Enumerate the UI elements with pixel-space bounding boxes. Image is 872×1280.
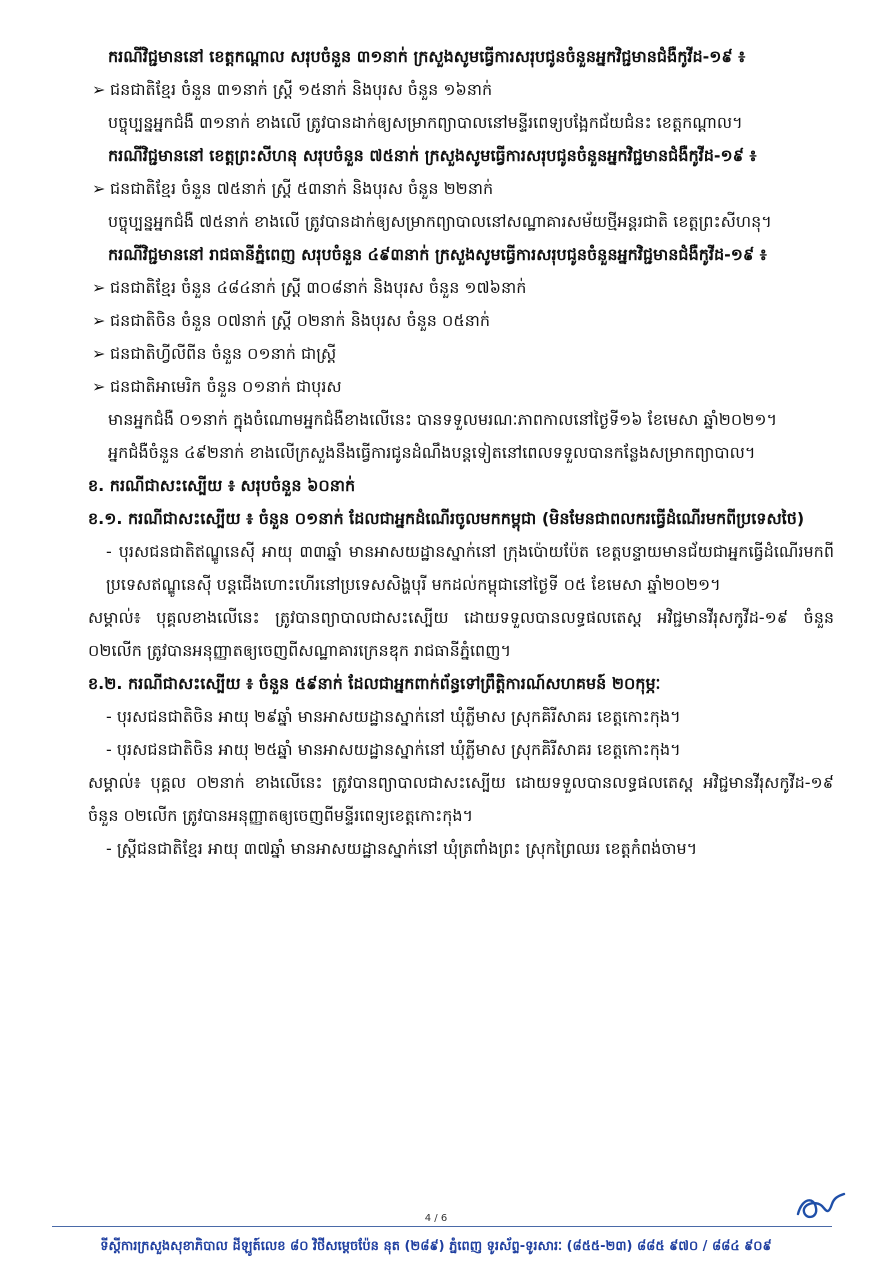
list-item (88, 271, 834, 304)
list-item-text: ជនជាតិចិន ចំនួន ០៧នាក់ ស្ត្រី ០២នាក់ និងបុរស ចំនួន ០៥នាក់ (110, 311, 491, 330)
body-paragraph: អ្នកជំងឺចំនួន ៤៩២នាក់ ខាងលើក្រសួងនឹងធ្វើការជូនដំណឹងបន្តទៀតនៅពេលទទួលបានកន្លែងសម្រាកព្យាបាល។ (108, 443, 756, 462)
list-item-text: ជនជាតិខ្មែរ ចំនួន ៧៥នាក់ ស្ត្រី ៥៣នាក់ និងបុរស ចំនួន ២២នាក់ (110, 179, 494, 198)
list-item (88, 337, 834, 370)
bullet-arrow-icon: ➢ (92, 344, 106, 363)
case-entry: - បុរសជនជាតិចិន អាយុ ២៩ឆ្នាំ មានអាសយដ្ឋានស្នាក់នៅ ឃុំភ្លីមាស ស្រុកគិរីសាគរ ខេត្តកោះកុង។ (106, 707, 681, 726)
list-item (88, 172, 834, 205)
bullet-arrow-icon: ➢ (92, 278, 106, 297)
bullet-arrow-icon: ➢ (92, 80, 106, 99)
footer-divider (52, 1226, 832, 1227)
bullet-arrow-icon: ➢ (92, 311, 106, 330)
case-entry: - ស្ត្រីជនជាតិខ្មែរ អាយុ ៣៧ឆ្នាំ មានអាសយដ្ឋានស្នាក់នៅ ឃុំត្រពាំងព្រះ ស្រុកព្រៃឈរ ខេត្តកំពង់ចាម។ (106, 839, 698, 858)
footer-address: ទីស្តីការក្រសួងសុខាភិបាល ដីឡូត៍លេខ ៨០ វិថីសម្តេចប៉ែន នុត (២៨៩) ភ្នំពេញ ទូរស័ព្ទ-ទូរសារៈ (៨៥៥-២៣) ៨៨៥ ៩៧០ / ៨៨៤ ៩០៩ (100, 1239, 772, 1254)
bullet-arrow-icon: ➢ (92, 377, 106, 396)
list-item-text: ជនជាតិអាមេរិក ចំនួន ០១នាក់ ជាបុរស (110, 377, 342, 396)
heading-kandal: ករណីវិជ្ជមាននៅ ខេត្តកណ្ដាល សរុបចំនួន ៣១នាក់ ក្រសួងសូមធ្វើការសរុបជូនចំនួនអ្នកវិជ្ជមានជំងឺកូវីដ-១៩ ៖ (108, 47, 746, 66)
subsection-heading: ខ.១. ករណីជាសះស្បើយ ៖ ចំនួន ០១នាក់ ដែលជាអ្នកដំណើរចូលមកកម្ពុជា (មិនមែនជាពលករធ្វើដំណើរមកពីប្រទេសថៃ) (88, 509, 805, 528)
body-paragraph: បច្ចុប្បន្នអ្នកជំងឺ ៣១នាក់ ខាងលើ ត្រូវបានដាក់ឲ្យសម្រាកព្យាបាលនៅមន្ទីរពេទ្យបង្អែកជ័យជំនះ ខេត្តកណ្ដាល។ (108, 113, 743, 132)
heading-phnom-penh: ករណីវិជ្ជមាននៅ រាជធានីភ្នំពេញ សរុបចំនួន ៤៩៣នាក់ ក្រសួងសូមធ្វើការសរុបជូនចំនួនអ្នកវិជ្ជមានជំងឺកូវីដ-១៩ ៖ (108, 245, 767, 264)
note-paragraph: សម្គាល់៖ បុគ្គល ០២នាក់ ខាងលើនេះ ត្រូវបានព្យាបាលជាសះស្បើយ ដោយទទួលបានលទ្ធផលតេស្ត អវិជ្ជមានវីរុសកូវីដ-១៩ ចំនួន ០២លើក ត្រូវបានអនុញ្ញាតឲ្យចេញពីមន្ទីរពេទ្យខេត្តកោះកុង។ (88, 773, 834, 825)
case-entry: - បុរសជនជាតិចិន អាយុ ២៥ឆ្នាំ មានអាសយដ្ឋានស្នាក់នៅ ឃុំភ្លីមាស ស្រុកគិរីសាគរ ខេត្តកោះកុង។ (106, 740, 681, 759)
section-heading-recovered: ខ. ករណីជាសះស្បើយ ៖ សរុបចំនួន ៦០នាក់ (88, 476, 356, 495)
list-item-text: ជនជាតិហ្វីលីពីន ចំនួន ០១នាក់ ជាស្ត្រី (110, 344, 337, 363)
body-paragraph: បច្ចុប្បន្នអ្នកជំងឺ ៧៥នាក់ ខាងលើ ត្រូវបានដាក់ឲ្យសម្រាកព្យាបាលនៅសណ្ឋាគារសម័យថ្មីអន្តរជាតិ ខេត្តព្រះសីហនុ។ (108, 212, 772, 231)
subsection-heading: ខ.២. ករណីជាសះស្បើយ ៖ ចំនួន ៥៩នាក់ ដែលជាអ្នកពាក់ព័ន្ធទៅព្រឹត្តិការណ៍សហគមន៍ ២០កុម្ភៈ (88, 674, 661, 693)
case-entry: - បុរសជនជាតិឥណ្ឌូនេស៊ី អាយុ ៣៣ឆ្នាំ មានអាសយដ្ឋានស្នាក់នៅ ក្រុងប៉ោយប៉ែត ខេត្តបន្ទាយមានជ័យជាអ្នកធ្វើដំណើរមកពីប្រទេសឥណ្ឌូនេស៊ី បន្តជើងហោះហើរនៅប្រទេសសិង្ហបុរី មកដល់កម្ពុជានៅថ្ងៃទី ០៥ ខែមេសា ឆ្នាំ២០២១។ (106, 542, 834, 594)
list-item (88, 73, 834, 106)
list-item (88, 304, 834, 337)
list-item-text: ជនជាតិខ្មែរ ចំនួន ៤៨៤នាក់ ស្ត្រី ៣០៨នាក់ និងបុរស ចំនួន ១៧៦នាក់ (110, 278, 527, 297)
note-paragraph: សម្គាល់៖ បុគ្គលខាងលើនេះ ត្រូវបានព្យាបាលជាសះស្បើយ ដោយទទួលបានលទ្ធផលតេស្ត អវិជ្ជមានវីរុសកូវីដ-១៩ ចំនួន ០២លើក ត្រូវបានអនុញ្ញាតឲ្យចេញពីសណ្ឋាគារក្រេនឌុក រាជធានីភ្នំពេញ។ (88, 608, 834, 660)
bullet-arrow-icon: ➢ (92, 179, 106, 198)
page-number: 4 / 6 (424, 1213, 448, 1224)
body-paragraph: មានអ្នកជំងឺ ០១នាក់ ក្នុងចំណោមអ្នកជំងឺខាងលើនេះ បានទទួលមរណៈភាពកាលនៅថ្ងៃទី១៦ ខែមេសា ឆ្នាំ២០២១។ (108, 410, 777, 429)
list-item (88, 370, 834, 403)
heading-sihanoukville: ករណីវិជ្ជមាននៅ ខេត្តព្រះសីហនុ សរុបចំនួន ៧៥នាក់ ក្រសួងសូមធ្វើការសរុបជូនចំនួនអ្នកវិជ្ជមានជំងឺកូវីដ-១៩ ៖ (108, 146, 757, 165)
document-body (88, 40, 834, 865)
list-item-text: ជនជាតិខ្មែរ ចំនួន ៣១នាក់ ស្ត្រី ១៥នាក់ និងបុរស ចំនួន ១៦នាក់ (110, 80, 493, 99)
